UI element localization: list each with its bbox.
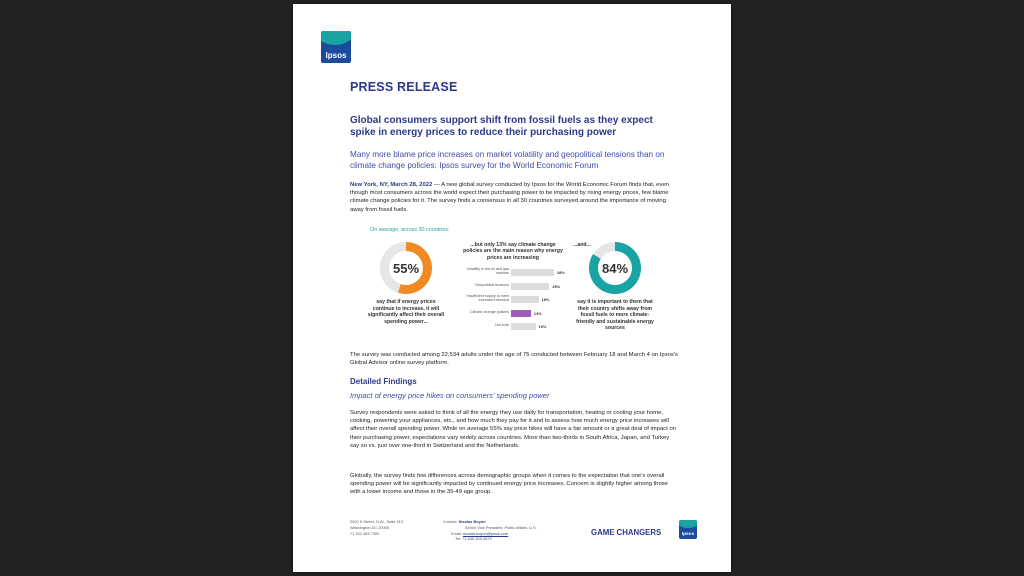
bar	[511, 323, 536, 330]
bar-category-label: Insufficient supply to meet increased demand	[466, 294, 509, 303]
bar-category-label: Not sure	[495, 323, 509, 327]
bar-category-label: Climate change policies	[470, 309, 509, 314]
lead-body: — A new global survey conducted by Ipsos for the World Economic Forum finds that, even though most consumers across the world expect their purchasing power to be impacted by rising energy prices, few blame climate change policies for it. The survey finds a consensus in all 30 countries surveyed around the importance of moving away from fossil fuels.	[350, 182, 669, 213]
dateline: New York, NY, March 28, 2022	[350, 182, 433, 188]
bar	[511, 310, 531, 317]
bar	[511, 269, 554, 276]
bar-category-label: Geopolitical tensions	[474, 282, 509, 287]
donut-84-value: 84%	[598, 251, 632, 285]
bar-row	[453, 309, 583, 319]
bar-category-label: Volatility in the oil and gas markets	[466, 267, 509, 276]
tel-value: +1 646 309-4879	[462, 536, 492, 542]
average-label: On average, across 30 countries:	[370, 227, 450, 233]
donut-55	[380, 242, 432, 294]
detailed-findings-subtitle: Impact of energy price hikes on consumers' spending power	[350, 391, 550, 400]
donut-55-value: 55%	[389, 251, 423, 285]
donut-55-caption: say that if energy prices continue to increase, it will significantly affect their overall spending power...	[367, 299, 445, 325]
press-release-title: PRESS RELEASE	[350, 80, 458, 94]
bar-value-label: 16%	[538, 324, 547, 329]
survey-note: The survey was conducted among 22,534 adults under the age of 75 conducted between February 18 and March 4 on Ipsos's Global Advisor online survey platform.	[350, 352, 678, 367]
lead-paragraph	[350, 181, 680, 214]
findings-paragraph-2: Globally, the survey finds few differences across demographic groups when it comes to the expectation that one's overall spending power will be significantly impacted by continued energy price increases. Concern is slightly higher among those with a lower income and those in the 35-49 age group.	[350, 473, 668, 496]
bar-row	[453, 282, 583, 292]
email-label: Email:	[451, 530, 462, 536]
ipsos-logo: Ipsos	[321, 31, 351, 63]
ipsos-footer-logo: Ipsos	[679, 520, 697, 539]
bar-chart-title: ...but only 13% say climate change policies are the main reason why energy prices are increasing	[463, 242, 563, 261]
address-line: Washington DC 20006	[350, 524, 390, 530]
findings-paragraph-1: Survey respondents were asked to think of all the energy they use daily for transportation, heating or cooling your home, cooking, powering your appliances, etc., and how much they pay for it and to assess how much energy price increases will affect their overall spending power. While on average 55% say price hikes will have a fair amount or a great deal of impact on their purchasing power, expectations vary widely across countries. More than two-thirds in South Africa, Japan, and Turkey say so vs. just over one-third in Switzerland and the Netherlands.	[350, 410, 677, 449]
address-line: 2020 K Street, N.W., Suite 410	[350, 519, 403, 524]
donut-84-caption: say it is important to them that their country shifts away from fossil fuels to more climate-friendly and sustainable energy sources	[576, 299, 654, 332]
bar	[511, 296, 539, 303]
tel-label: Tel:	[455, 536, 462, 542]
footer-contact	[443, 519, 537, 542]
headline: Global consumers support shift from fossil fuels as they expect spike in energy prices to reduce their purchasing power	[350, 115, 653, 138]
game-changers-tagline: GAME CHANGERS	[591, 528, 662, 537]
email-link[interactable]: nicolas.boyon@ipsos.com	[462, 530, 509, 536]
bar-value-label: 25%	[552, 283, 561, 289]
bar-value-label: 28%	[556, 270, 565, 275]
bar-row	[453, 322, 583, 332]
detailed-findings-title: Detailed Findings	[350, 377, 417, 386]
and-label: ...and...	[573, 242, 591, 248]
contact-name: Nicolas Boyon	[458, 519, 486, 524]
bar-row	[453, 295, 583, 305]
subheadline: Many more blame price increases on market volatility and geopolitical tensions than on climate change policies: Ipsos survey for the World Economic Forum	[350, 150, 665, 170]
contact-label: Contact:	[443, 519, 458, 524]
bar-value-label: 13%	[533, 310, 542, 316]
bar-row	[453, 268, 583, 278]
document-page	[293, 4, 731, 572]
footer-address	[350, 519, 403, 536]
contact-title: Senior Vice President, Public Affairs, U.S.	[465, 524, 537, 530]
donut-84	[589, 242, 641, 294]
bar	[511, 283, 549, 290]
bar-value-label: 18%	[541, 297, 550, 302]
address-phone: +1 202 463 7300	[350, 530, 380, 536]
